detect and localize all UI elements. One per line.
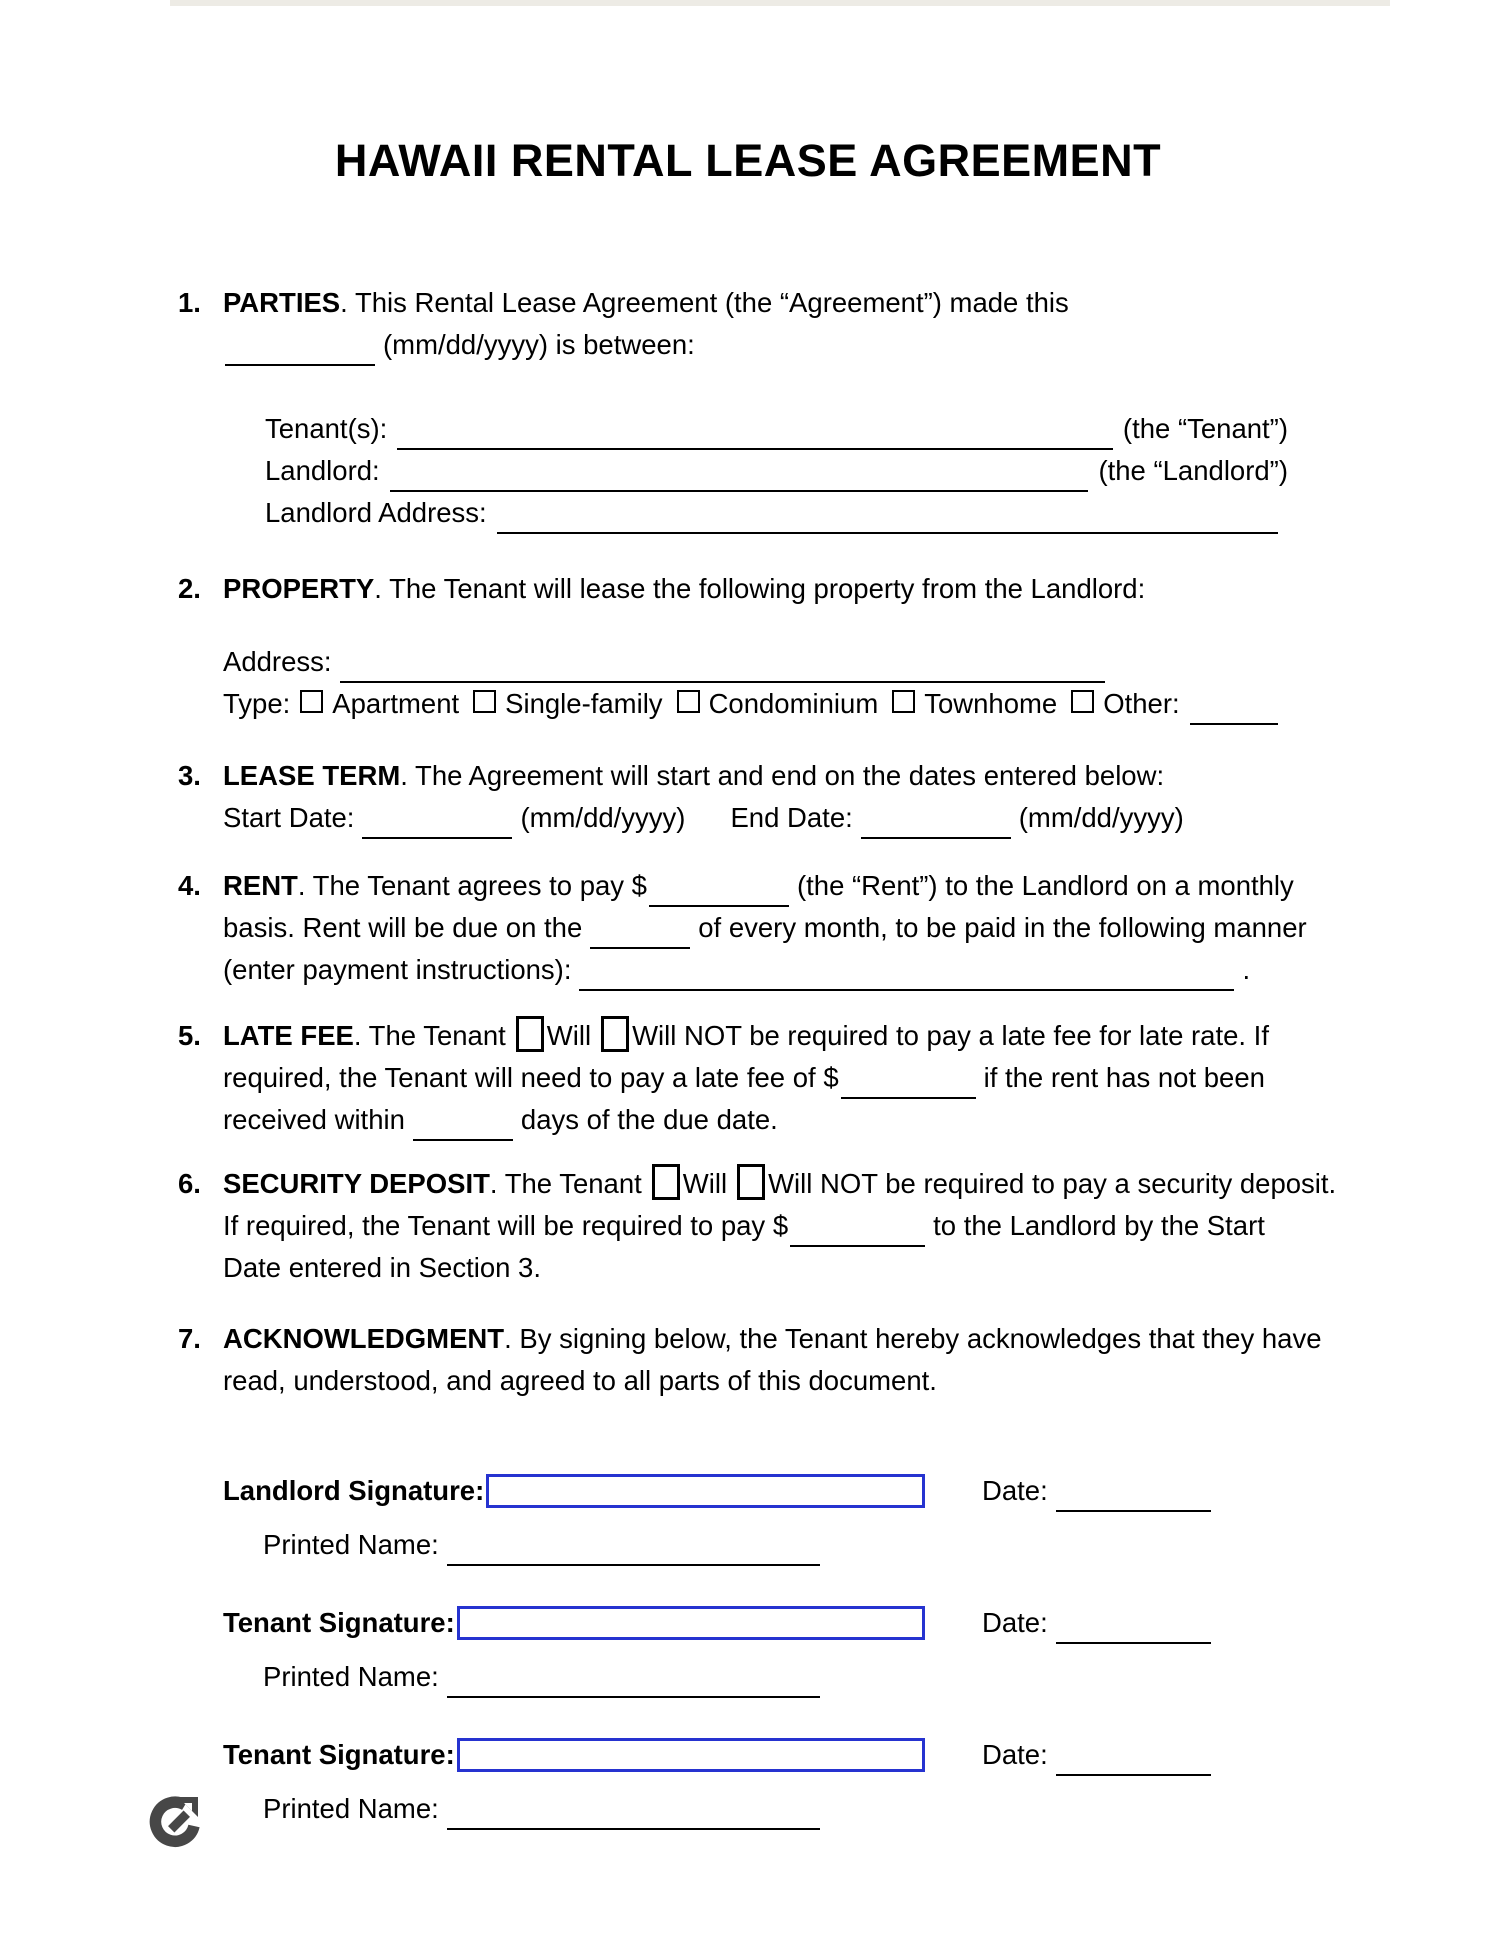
end-date-field[interactable] (861, 803, 1011, 839)
other-type-field[interactable] (1190, 689, 1278, 725)
section-text: . The Tenant agrees to pay $ (297, 870, 647, 901)
landlord-signature-row (223, 1468, 1288, 1514)
landlord-name-field[interactable] (390, 456, 1089, 492)
will-not-label: Will NOT (632, 1020, 742, 1051)
tenant-label: Tenant(s): (265, 413, 388, 444)
date-label: Date: (982, 1739, 1048, 1770)
start-date-field[interactable] (362, 803, 512, 839)
tenant2-printed-name-field[interactable] (447, 1794, 820, 1830)
type-option-label: Single-family (505, 688, 663, 719)
section-parties (178, 282, 1288, 534)
deposit-amount-field[interactable] (790, 1211, 925, 1247)
page-top-edge (170, 0, 1390, 6)
landlord-signature-label: Landlord Signature: (223, 1475, 485, 1506)
checkbox-late-fee-will-not[interactable] (601, 1016, 629, 1052)
type-option-label: Apartment (332, 688, 460, 719)
tenant-signature-label: Tenant Signature: (223, 1607, 455, 1638)
section-text: Date entered in Section 3. (223, 1252, 541, 1283)
tenant2-signature-label: Tenant Signature: (223, 1739, 455, 1770)
section-heading: LATE FEE (223, 1020, 354, 1051)
section-text: be required to pay a late fee for late rate. If (749, 1020, 1269, 1051)
section-text: (enter payment instructions): (223, 954, 572, 985)
date-label: Date: (982, 1475, 1048, 1506)
rent-amount-field[interactable] (649, 871, 789, 907)
property-address-field[interactable] (340, 647, 1105, 683)
tenant-name-field[interactable] (397, 414, 1113, 450)
section-text: . The Tenant (489, 1168, 642, 1199)
tenant-tag: (the “Tenant”) (1122, 413, 1288, 444)
landlord-signature-field[interactable] (486, 1474, 925, 1508)
tenant2-signature-row (223, 1732, 1288, 1778)
section-text: . The Agreement will start and end on the dates entered below: (400, 760, 1165, 791)
section-number: 1. (178, 287, 201, 318)
other-label: Other: (1103, 688, 1180, 719)
section-number: 2. (178, 573, 201, 604)
document-title: HAWAII RENTAL LEASE AGREEMENT (334, 135, 1162, 186)
start-date-format: (mm/dd/yyyy) (520, 802, 686, 833)
tenant2-printed-name-row (263, 1788, 1288, 1830)
end-date-format: (mm/dd/yyyy) (1018, 802, 1184, 833)
tenant-printed-name-row (263, 1656, 1288, 1698)
landlord-printed-name-row (263, 1524, 1288, 1566)
section-heading: LEASE TERM (223, 760, 401, 791)
landlord-label: Landlord: (265, 455, 380, 486)
landlord-address-field[interactable] (497, 498, 1278, 534)
checkbox-deposit-will-not[interactable] (737, 1164, 765, 1200)
section-number: 3. (178, 760, 201, 791)
section-text: basis. Rent will be due on the (223, 912, 583, 943)
date-label: Date: (982, 1607, 1048, 1638)
section-text: (the “Rent”) to the Landlord on a monthly (796, 870, 1294, 901)
checkbox-other[interactable] (1071, 690, 1094, 713)
landlord-address-label: Landlord Address: (265, 497, 487, 528)
section-heading: PARTIES (223, 287, 341, 318)
checkbox-condominium[interactable] (677, 690, 700, 713)
tenant-signature-date-field[interactable] (1056, 1608, 1211, 1644)
tenant-printed-name-field[interactable] (447, 1662, 820, 1698)
section-heading: PROPERTY (223, 573, 375, 604)
section-text: (mm/dd/yyyy) is between: (383, 329, 695, 360)
signature-area (223, 1468, 1288, 1830)
printed-name-label: Printed Name: (263, 1661, 439, 1692)
will-label: Will (682, 1168, 728, 1199)
tenant2-signature-date-field[interactable] (1056, 1740, 1211, 1776)
section-heading: ACKNOWLEDGMENT (223, 1323, 505, 1354)
section-text: of every month, to be paid in the following manner (698, 912, 1307, 943)
tenant-signature-field[interactable] (457, 1606, 925, 1640)
section-text: days of the due date. (520, 1104, 778, 1135)
late-fee-days-field[interactable] (413, 1105, 513, 1141)
tenant2-signature-field[interactable] (457, 1738, 925, 1772)
payment-instructions-field[interactable] (579, 955, 1234, 991)
will-not-label: Will NOT (768, 1168, 878, 1199)
landlord-signature-date-field[interactable] (1056, 1476, 1211, 1512)
section-text: received within (223, 1104, 405, 1135)
section-security-deposit (178, 1163, 1337, 1289)
section-text: read, understood, and agreed to all parts of this document. (223, 1365, 937, 1396)
property-type-label: Type: (223, 688, 291, 719)
section-text: . The Tenant (353, 1020, 506, 1051)
landlord-tag: (the “Landlord”) (1098, 455, 1288, 486)
section-number: 5. (178, 1020, 201, 1051)
section-number: 7. (178, 1323, 201, 1354)
late-fee-amount-field[interactable] (841, 1063, 976, 1099)
section-text: If required, the Tenant will be required to pay $ (223, 1210, 789, 1241)
section-text: . This Rental Lease Agreement (the “Agreement”) made this (340, 287, 1069, 318)
section-text: . By signing below, the Tenant hereby acknowledges that they have (504, 1323, 1322, 1354)
rent-due-day-field[interactable] (590, 913, 690, 949)
type-option-label: Townhome (924, 688, 1058, 719)
will-label: Will (546, 1020, 592, 1051)
section-number: 6. (178, 1168, 201, 1199)
type-option-label: Condominium (708, 688, 879, 719)
section-text: . (1242, 954, 1251, 985)
checkbox-townhome[interactable] (892, 690, 915, 713)
section-heading: SECURITY DEPOSIT (223, 1168, 490, 1199)
section-lease-term (178, 755, 1288, 839)
section-text: be required to pay a security deposit. (885, 1168, 1337, 1199)
section-text: . The Tenant will lease the following property from the Landlord: (374, 573, 1146, 604)
section-property (178, 568, 1288, 725)
circular-arrow-logo-icon (148, 1796, 200, 1848)
agreement-date-field[interactable] (225, 330, 375, 366)
end-date-label: End Date: (730, 802, 853, 833)
section-text: if the rent has not been (983, 1062, 1265, 1093)
section-acknowledgment (178, 1318, 1322, 1402)
tenant-signature-row (223, 1600, 1288, 1646)
printed-name-label: Printed Name: (263, 1793, 439, 1824)
printed-name-label: Printed Name: (263, 1529, 439, 1560)
start-date-label: Start Date: (223, 802, 355, 833)
checkbox-late-fee-will[interactable] (516, 1016, 544, 1052)
checkbox-deposit-will[interactable] (652, 1164, 680, 1200)
landlord-printed-name-field[interactable] (447, 1530, 820, 1566)
property-address-label: Address: (223, 646, 332, 677)
section-text: required, the Tenant will need to pay a late fee of $ (223, 1062, 839, 1093)
section-number: 4. (178, 870, 201, 901)
checkbox-apartment[interactable] (300, 690, 323, 713)
checkbox-single-family[interactable] (473, 690, 496, 713)
section-text: to the Landlord by the Start (933, 1210, 1265, 1241)
section-late-fee (178, 1015, 1288, 1141)
section-rent (178, 865, 1307, 991)
section-heading: RENT (223, 870, 298, 901)
